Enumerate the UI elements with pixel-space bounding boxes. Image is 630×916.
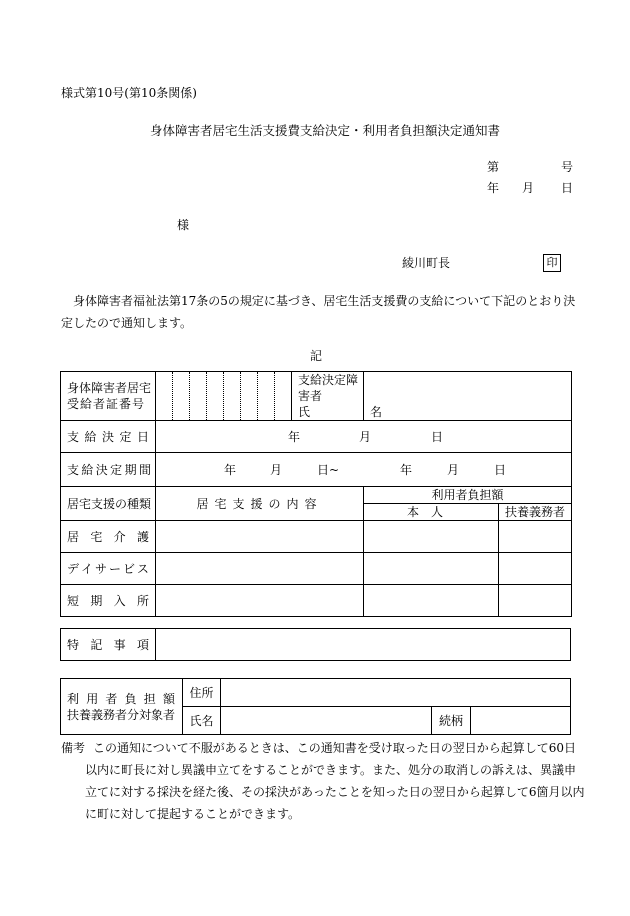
period-field[interactable]: 年 月 日~ 年 月 日 (156, 453, 572, 487)
service-type-header: 居宅支援の種類 (61, 487, 156, 521)
recipient-number-digit[interactable] (241, 372, 258, 421)
recipient-number-digit[interactable] (190, 372, 207, 421)
burden-guardian-cell[interactable] (499, 553, 572, 585)
recipient-number-digit[interactable] (224, 372, 241, 421)
decision-table (60, 371, 572, 617)
period-label: 支 給 決 定 期 間 (61, 453, 156, 487)
decision-date-field[interactable]: 年 月 日 (156, 421, 572, 453)
relation-label: 続柄 (432, 707, 471, 735)
number-go: 号 (561, 160, 574, 174)
service-row-label: 短 期 入 所 (61, 585, 156, 617)
guardian-label-2: 扶養義務者分対象者 (67, 707, 176, 722)
recipient-number-label: 身体障害者居宅 受給者証番号 (61, 372, 156, 421)
decided-person-label: 支給決定障害者 氏 名 (292, 372, 364, 421)
relation-field[interactable] (471, 707, 571, 735)
service-row-label: 居 宅 介 護 (61, 521, 156, 553)
burden-guardian-header: 扶養義務者 (499, 504, 572, 521)
special-notes-label: 特 記 事 項 (61, 629, 156, 661)
intro-paragraph: 身体障害者福祉法第17条の5の規定に基づき、居宅生活支援費の支給について下記のとおり決定したので通知します。 (61, 294, 576, 330)
decision-date-label: 支 給 決 定 日 (61, 421, 156, 453)
recipient-number-digit[interactable] (207, 372, 224, 421)
recipient-number-digit[interactable] (173, 372, 190, 421)
burden-self-cell[interactable] (364, 585, 499, 617)
burden-guardian-cell[interactable] (499, 585, 572, 617)
guardian-table (60, 678, 571, 735)
service-row-label: デ イ サ ー ビ ス (61, 553, 156, 585)
remarks-label: 備考 (61, 741, 86, 755)
remarks-line-4: に町に対して提起することができます。 (85, 807, 301, 821)
ki-marker: 記 (310, 349, 323, 363)
recipient-number-digit[interactable] (258, 372, 275, 421)
special-notes-field[interactable] (156, 629, 571, 661)
decided-person-name-field[interactable] (364, 372, 572, 421)
burden-header: 利用者負担額 (364, 487, 572, 504)
guardian-name-label: 氏名 (183, 707, 221, 735)
service-content-cell[interactable] (156, 553, 364, 585)
date-year: 年 (487, 181, 500, 195)
seal-stamp: 印 (543, 254, 561, 272)
date-month: 月 (522, 181, 535, 195)
recipient-number-digit[interactable] (156, 372, 173, 421)
service-content-cell[interactable] (156, 521, 364, 553)
special-notes-table (60, 628, 571, 661)
document-title: 身体障害者居宅生活支援費支給決定・利用者負担額決定通知書 (150, 123, 501, 138)
date-day: 日 (561, 181, 574, 195)
recipient-number-digit[interactable] (275, 372, 292, 421)
service-content-cell[interactable] (156, 585, 364, 617)
addressee-sama: 様 (177, 218, 190, 232)
remarks-line-3: 立てに対する採決を経た後、その採決があったことを知った日の翌日から起算して6箇月以内 (85, 785, 585, 799)
number-dai: 第 (487, 160, 500, 174)
address-label: 住所 (183, 679, 221, 707)
form-number: 様式第10号(第10条関係) (61, 86, 197, 100)
burden-self-header: 本人 (364, 504, 499, 521)
service-content-header: 居宅支援の内容 (156, 487, 364, 521)
guardian-label: 利 用 者 負 担 額 扶養義務者分対象者 (61, 679, 183, 735)
burden-guardian-cell[interactable] (499, 521, 572, 553)
burden-self-cell[interactable] (364, 553, 499, 585)
guardian-name-field[interactable] (221, 707, 432, 735)
address-field[interactable] (221, 679, 571, 707)
burden-self-cell[interactable] (364, 521, 499, 553)
remarks-line-2: 以内に町長に対し異議申立てをすることができます。また、処分の取消しの訴えは、異議申 (85, 763, 577, 777)
recipient-number-label-2: 受給者証番号 (67, 397, 146, 411)
issuer-name: 綾川町長 (402, 256, 451, 270)
remarks-line-1: この通知について不服があるときは、この通知書を受け取った日の翌日から起算して60日 (93, 741, 577, 755)
